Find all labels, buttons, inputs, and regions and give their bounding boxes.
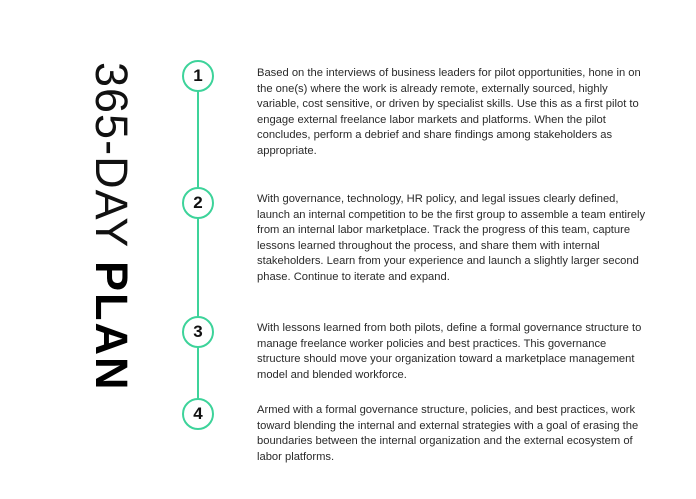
step-number-4: 4	[182, 398, 214, 430]
step-text-4: Armed with a formal governance structure, policies, and best practices, work toward blending the internal and external strategies with a goal of erasing the boundaries between the internal organization and the external ecosystem of labor platforms.	[257, 404, 639, 463]
step-number-1: 1	[182, 60, 214, 92]
page-title	[86, 62, 136, 392]
step-text-2: With governance, technology, HR policy, and legal issues clearly defined, launch an internal competition to be the first group to assemble a team entirely from an internal labor marketplace. Track the progress of this team, capture lessons learned throughout the process, and share them with internal stakeholders. Learn from your experience and launch a slightly larger second phase. Continue to iterate and expand.	[257, 193, 646, 283]
step-number-2: 2	[182, 187, 214, 219]
title-light-part: 365-DAY	[86, 62, 137, 261]
timeline-line	[197, 74, 199, 413]
step-number-3: 3	[182, 316, 214, 348]
title-bold-part: PLAN	[86, 260, 137, 392]
step-text-3: With lessons learned from both pilots, define a formal governance structure to manage freelance worker policies and best practices. This governance structure should move your organization toward a marketplace management model and blended workforce.	[257, 322, 642, 381]
step-text-1: Based on the interviews of business leaders for pilot opportunities, hone in on the one(s) where the work is already remote, externally sourced, highly variable, cost sensitive, or driven by specialist skills. Use this as a first pilot to engage external freelance labor markets and platforms. When the pilot concludes, perform a debrief and share findings among stakeholders as appropriate.	[257, 67, 641, 157]
